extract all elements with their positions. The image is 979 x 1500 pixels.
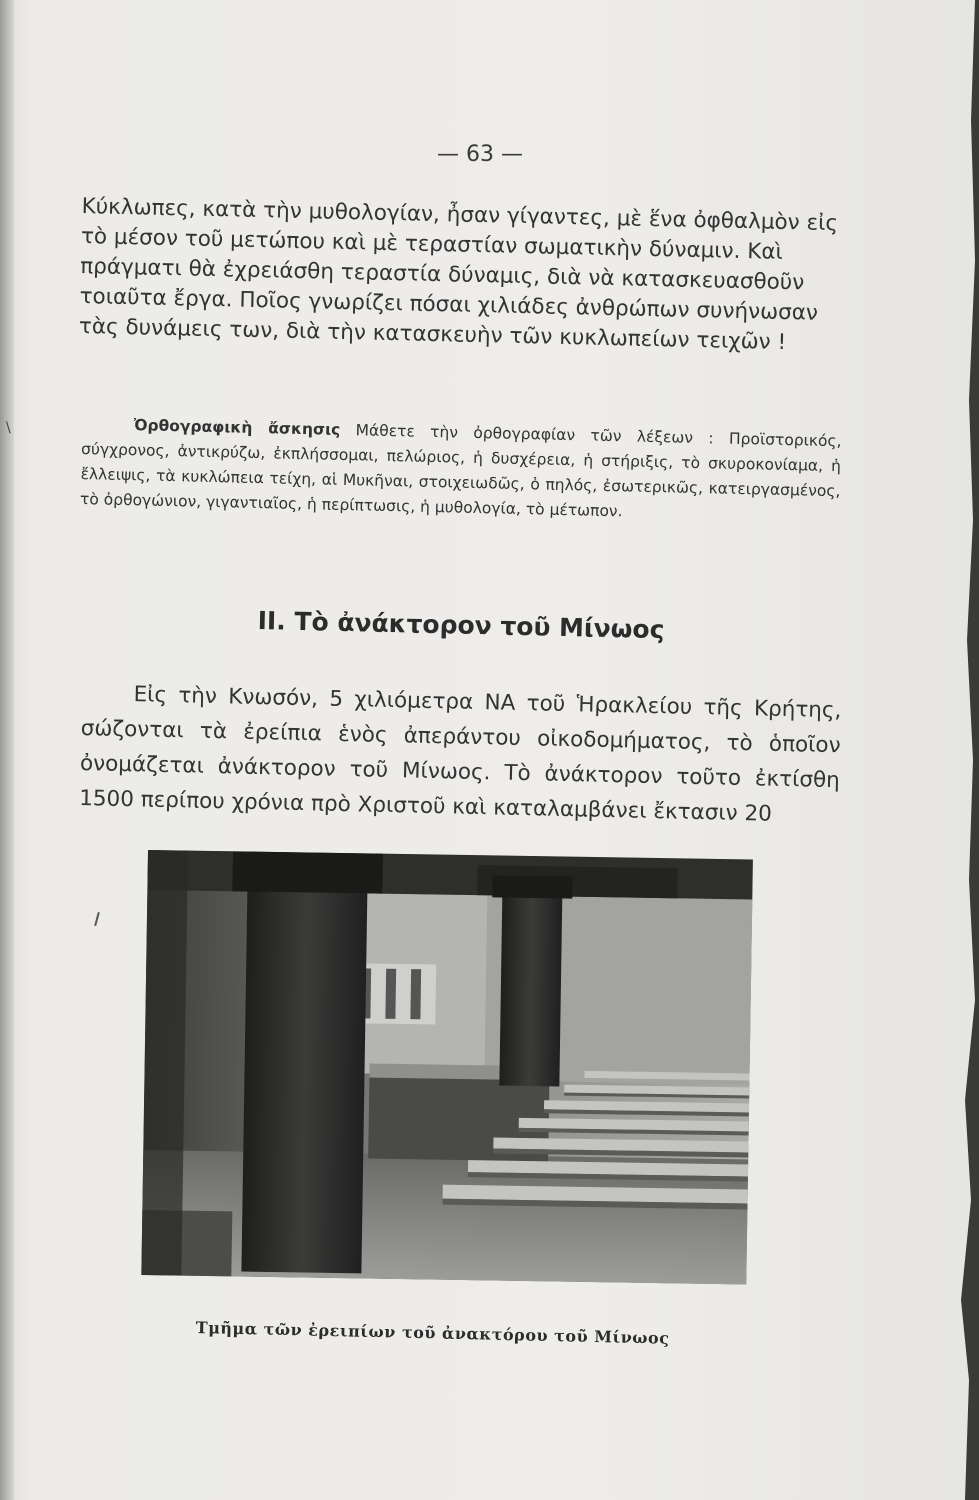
exercise-label: Ὀρθογραφικὴ ἄσκησις — [133, 416, 341, 439]
section-heading: ΙΙ. Τὸ ἀνάκτορον τοῦ Μίνωος — [257, 606, 665, 645]
margin-mark: \ — [6, 420, 11, 436]
exercise-text: Μάθετε τὴν ὀρθογραφίαν τῶν λέξεων : Προϊστορικός, σύγχρονος, ἀντικρύζω, ἐκπλήσσομαι, πελώριος, ἡ δυσχέρεια, ἡ στήριξις, τὸ σκυροκονίαμα, ἡ ἔλλειψις, τὰ κυκλώπεια τείχη, αἱ Μυκῆναι, στοιχειωδῶς, ὁ πηλός, ἐσωτερικῶς, κατειργασμένος, τὸ ὀρθογώνιον, γιγαντιαῖος, ἡ περίπτωσις, ἡ μυθολογία, τὸ μέτωπον. — [79, 421, 842, 521]
paragraph-cyclops: Κύκλωπες, κατὰ τὴν μυθολογίαν, ἦσαν γίγαντες, μὲ ἕνα ὀφθαλμὸν εἰς τὸ μέσον τοῦ μετώπου καὶ μὲ τεραστίαν σωματικὴν δύναμιν. Καὶ πράγματι θὰ ἐχρειάσθη τεραστία δύναμις, διὰ νὰ κατασκευασθοῦν τοιαῦτα ἔργα. Ποῖος γνωρίζει πόσαι χιλιάδες ἀνθρώπων συνήνωσαν τὰς δυνάμεις των, διὰ τὴν κατασκευὴν τῶν κυκλωπείων τειχῶν ! — [78, 193, 839, 356]
palace-ruins-photo — [141, 850, 753, 1284]
photo-caption: Τμῆμα τῶν ἐρειπίων τοῦ ἀνακτόρου τοῦ Μίνωος — [195, 1318, 670, 1348]
spelling-exercise — [80, 412, 842, 529]
paragraph-minos-palace: Εἰς τὴν Κνωσόν, 5 χιλιόμετρα ΝΑ τοῦ Ἡρακλείου τῆς Κρήτης, σώζονται τὰ ἐρείπια ἑνὸς ἀπεράντου οἰκοδομήματος, τὸ ὁποῖον ὀνομάζεται ἀνάκτορον τοῦ Μίνωος. Τὸ ἀνάκτορον τοῦτο ἐκτίσθη 1500 περίπου χρόνια πρὸ Χριστοῦ καὶ καταλαμβάνει ἔκτασιν 20 — [78, 682, 842, 827]
page-spine-shadow — [0, 0, 14, 1500]
page-number: — 63 — — [437, 142, 523, 167]
palace-ruins-illustration — [141, 850, 753, 1284]
torn-right-edge — [939, 0, 979, 1500]
margin-tick — [94, 912, 100, 926]
